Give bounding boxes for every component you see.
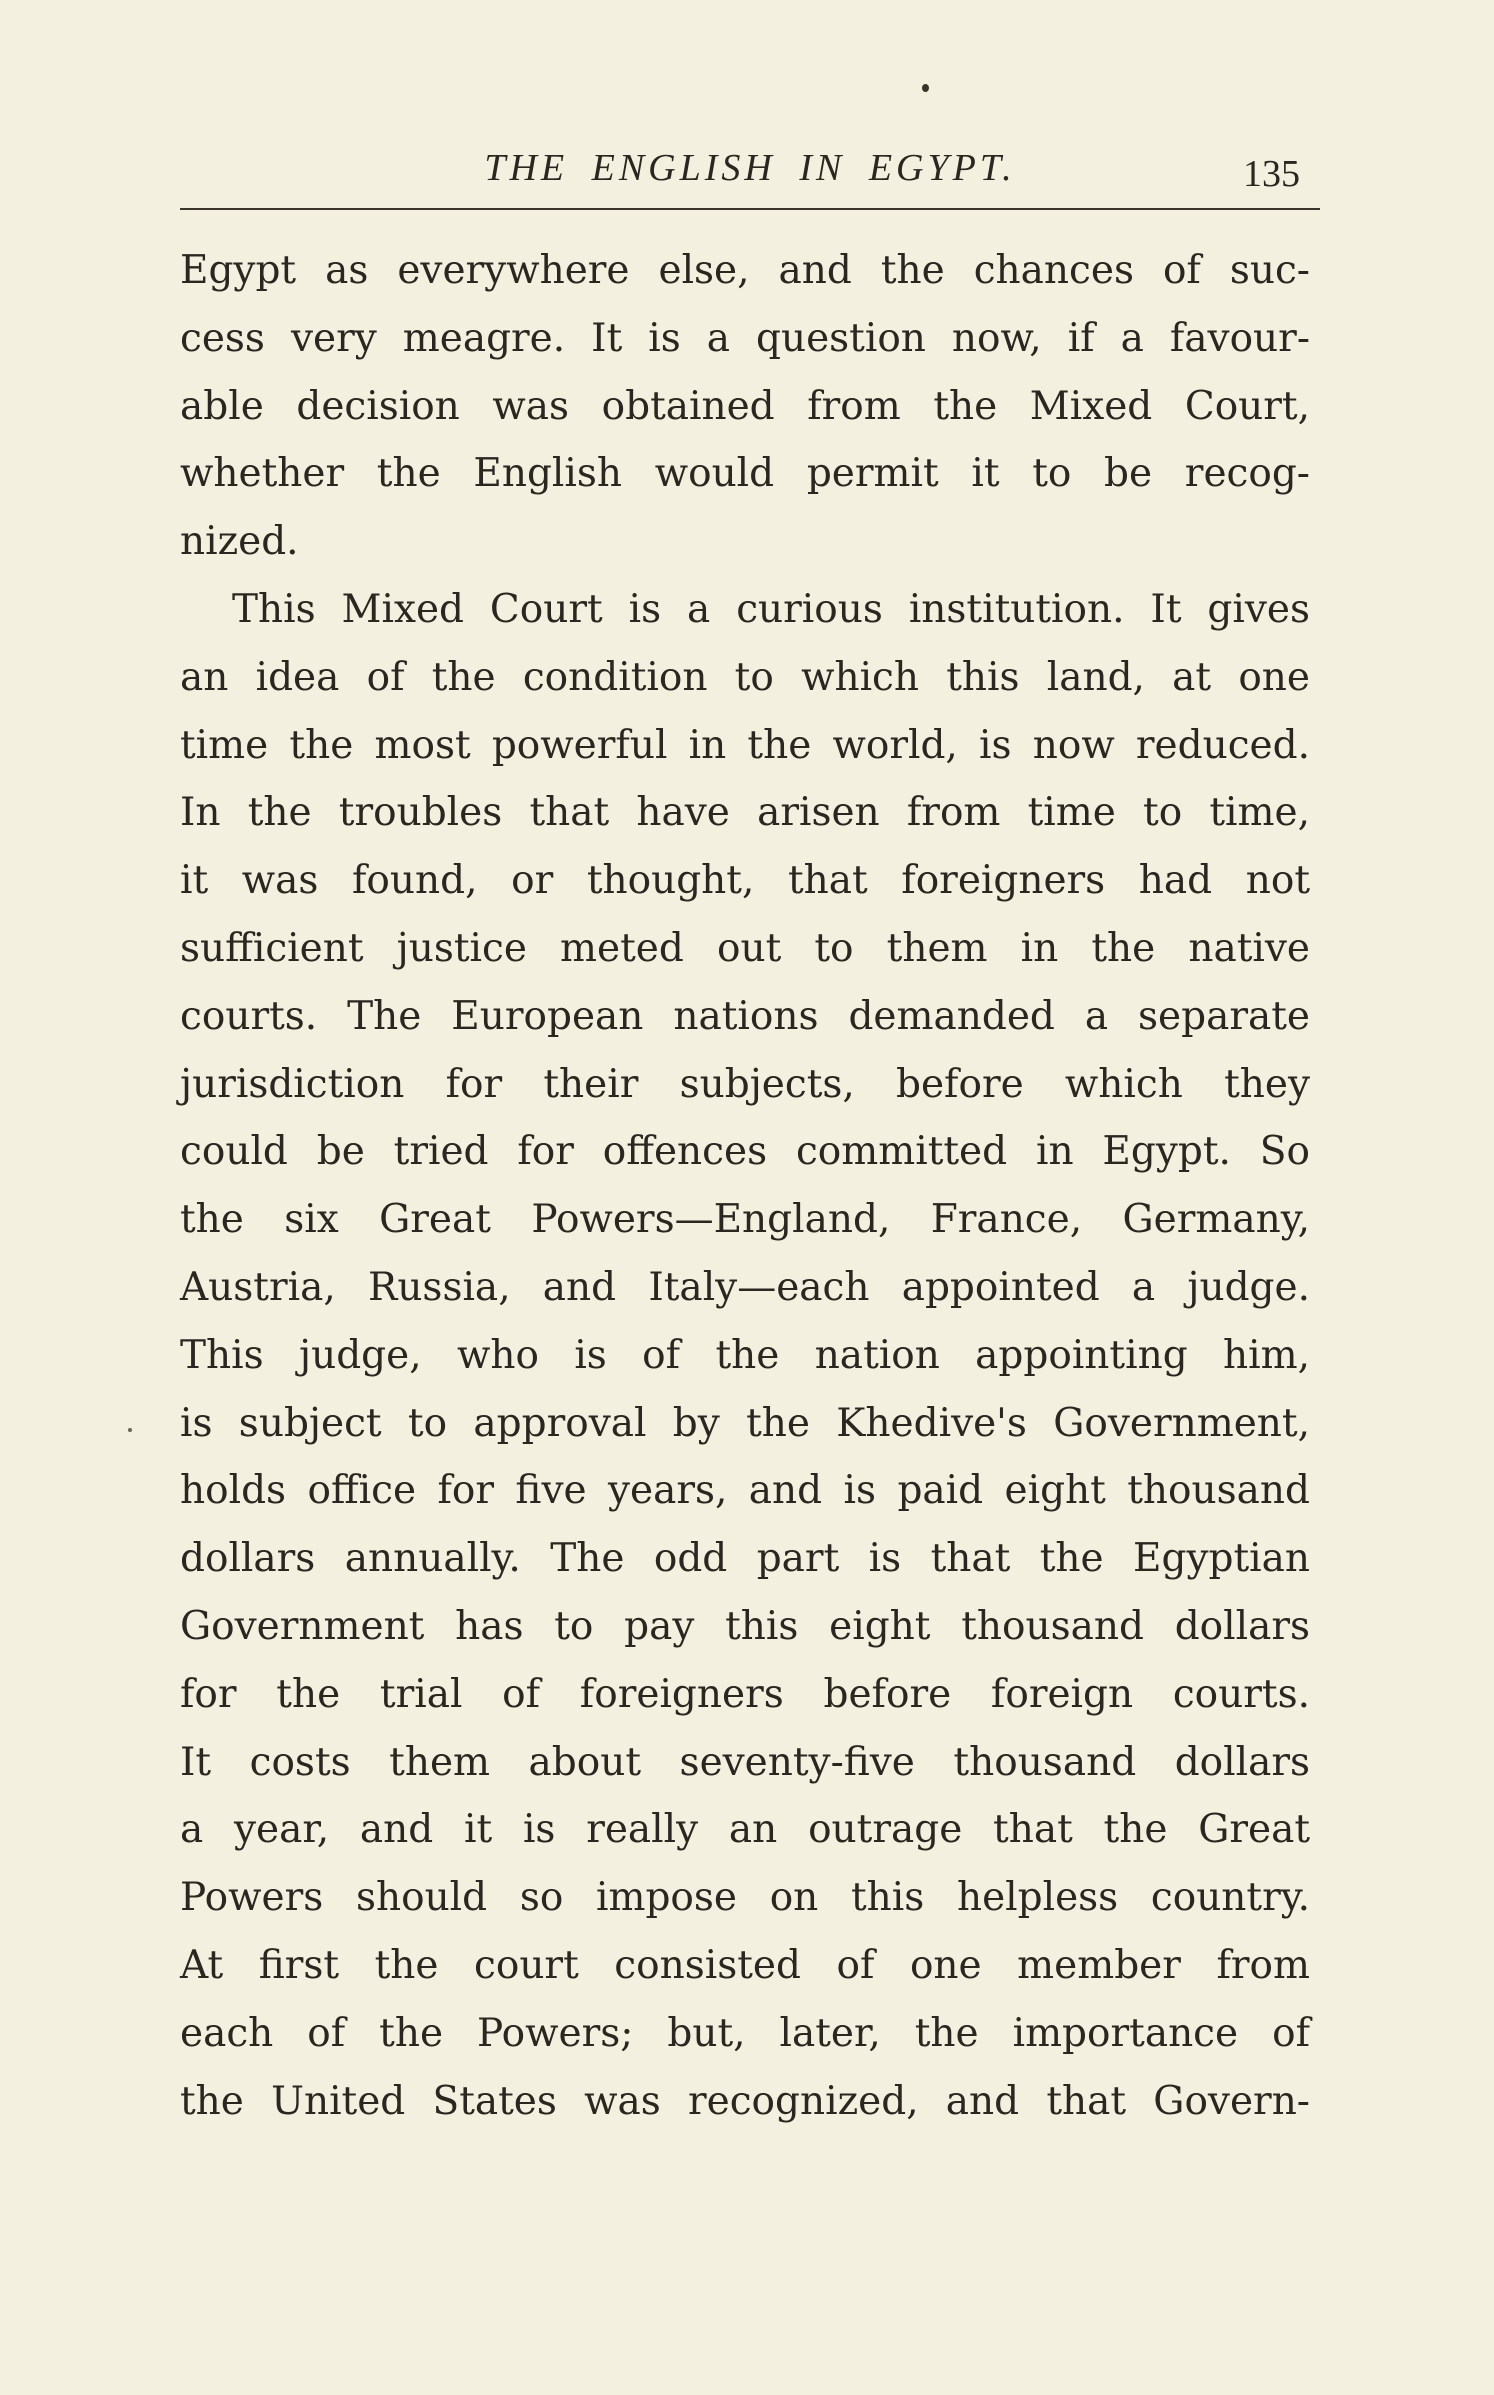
ink-speck xyxy=(922,84,929,92)
text-line: Egypt as everywhere else, and the chances of suc- xyxy=(180,248,1310,293)
text-line: It costs them about seventy-five thousand dollars xyxy=(180,1739,1310,1785)
running-title: THE ENGLISH IN EGYPT. xyxy=(484,147,1016,189)
text-line: each of the Powers; but, later, the importance of xyxy=(180,2010,1310,2056)
text-line: able decision was obtained from the Mixed Court, xyxy=(180,383,1310,429)
text-line: it was found, or thought, that foreigners had not xyxy=(180,858,1310,904)
text-line: is subject to approval by the Khedive's Government, xyxy=(180,1400,1310,1446)
text-line: In the troubles that have arisen from time to time, xyxy=(180,790,1310,836)
text-line: Powers should so impose on this helpless country. xyxy=(180,1875,1310,1921)
text-line: This judge, who is of the nation appointing him, xyxy=(180,1332,1310,1378)
text-line: an idea of the condition to which this land, at one xyxy=(180,654,1310,700)
text-line: could be tried for offences committed in Egypt. So xyxy=(180,1129,1310,1175)
text-line: Austria, Russia, and Italy—each appointed a judge. xyxy=(180,1264,1310,1310)
text-line: jurisdiction for their subjects, before which they xyxy=(180,1061,1310,1107)
text-line: courts. The European nations demanded a separate xyxy=(180,993,1310,1039)
page-number: 135 xyxy=(1243,153,1300,195)
page-header xyxy=(180,138,1320,210)
text-line: sufficient justice meted out to them in the native xyxy=(180,925,1310,971)
ink-speck xyxy=(128,1428,132,1432)
text-line: At first the court consisted of one member from xyxy=(180,1942,1310,1988)
text-line: holds office for five years, and is paid eight thousand xyxy=(180,1468,1310,1514)
text-line: Government has to pay this eight thousand dollars xyxy=(180,1603,1310,1649)
text-line: time the most powerful in the world, is now reduced. xyxy=(180,722,1310,768)
text-line: for the trial of foreigners before foreign courts. xyxy=(180,1671,1310,1717)
text-line: This Mixed Court is a curious institution. It gives xyxy=(232,586,1310,632)
text-line: nized. xyxy=(180,519,299,565)
text-line: the United States was recognized, and that Govern- xyxy=(180,2078,1310,2124)
text-line: a year, and it is really an outrage that the Great xyxy=(180,1807,1310,1853)
text-line: whether the English would permit it to be recog- xyxy=(180,451,1310,497)
text-line: dollars annually. The odd part is that the Egyptian xyxy=(180,1536,1310,1582)
body-text xyxy=(180,237,1310,2135)
text-line: the six Great Powers—England, France, Germany, xyxy=(180,1197,1310,1243)
text-line: cess very meagre. It is a question now, if a favour- xyxy=(180,315,1310,361)
